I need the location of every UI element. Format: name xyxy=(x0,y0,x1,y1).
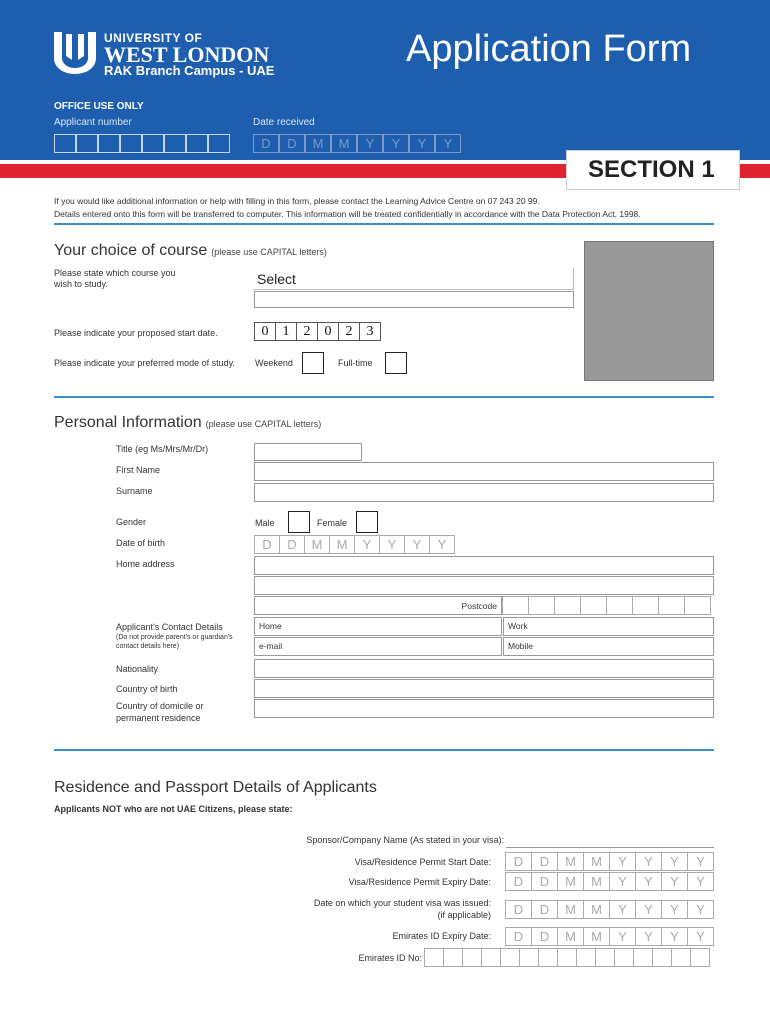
postcode-label: Postcode xyxy=(461,601,497,611)
id-cell[interactable] xyxy=(538,948,558,967)
emirates-expiry-cells[interactable] xyxy=(506,927,714,946)
applicant-number-cells[interactable] xyxy=(54,134,230,153)
date-cell[interactable]: D xyxy=(531,927,558,946)
email-label: e-mail xyxy=(259,641,283,651)
date-cell[interactable]: Y xyxy=(687,927,714,946)
address-line-3[interactable] xyxy=(254,596,502,615)
home-phone-field[interactable] xyxy=(254,617,502,636)
weekend-label: Weekend xyxy=(255,358,293,368)
visa-issued-label: Date on which your student visa was issued: xyxy=(313,898,491,908)
work-phone-field[interactable] xyxy=(503,617,714,636)
first-name-field[interactable] xyxy=(254,462,714,481)
country-domicile-label: Country of domicile or permanent residence xyxy=(116,701,204,723)
date-cell[interactable]: Y xyxy=(661,852,688,871)
date-cell[interactable]: M xyxy=(583,927,610,946)
divider xyxy=(54,223,714,225)
intro-line-2: Details entered onto this form will be transferred to computer. This information will be treated confidentially in accordance with the Data Protection Act, 1998. xyxy=(54,209,641,219)
date-cell[interactable]: Y xyxy=(635,900,662,919)
date-cell[interactable]: Y xyxy=(435,134,461,153)
form-title: Application Form xyxy=(406,28,692,70)
id-cell[interactable] xyxy=(500,948,520,967)
date-cell[interactable]: M xyxy=(329,535,355,554)
date-cell[interactable]: Y xyxy=(609,927,636,946)
contact-note: (Do not provide parent's or guardian's contact details here) xyxy=(116,634,233,650)
date-cell[interactable]: D xyxy=(505,872,532,891)
date-received-label: Date received xyxy=(253,117,315,128)
course-hint: (please use CAPITAL letters) xyxy=(211,247,327,257)
date-cell[interactable]: 2 xyxy=(338,322,360,341)
sponsor-field[interactable] xyxy=(506,830,714,848)
date-cell[interactable]: 2 xyxy=(296,322,318,341)
date-cell[interactable]: Y xyxy=(635,927,662,946)
visa-issued-cells[interactable] xyxy=(506,900,714,919)
course-select[interactable] xyxy=(254,268,574,290)
date-cell[interactable]: Y xyxy=(687,872,714,891)
digit-cell[interactable] xyxy=(98,134,120,153)
mobile-field[interactable] xyxy=(503,637,714,656)
male-label: Male xyxy=(255,518,275,528)
id-cell[interactable] xyxy=(462,948,482,967)
section-title: SECTION 1 xyxy=(588,156,715,183)
address-line-1[interactable] xyxy=(254,556,714,575)
digit-cell[interactable] xyxy=(54,134,76,153)
digit-cell[interactable] xyxy=(208,134,230,153)
surname-label: Surname xyxy=(116,486,153,496)
date-cell[interactable]: D xyxy=(505,900,532,919)
country-domicile-field[interactable] xyxy=(254,699,714,718)
logo-campus: RAK Branch Campus - UAE xyxy=(104,63,275,78)
logo-university-of: UNIVERSITY OF xyxy=(104,31,203,45)
visa-start-cells[interactable] xyxy=(506,852,714,871)
date-cell[interactable]: Y xyxy=(687,900,714,919)
intro-line-1: If you would like additional information or help with filling in this form, please contact the Learning Advice Centre on 07 243 20 99. xyxy=(54,196,540,206)
date-cell[interactable]: Y xyxy=(687,852,714,871)
date-cell[interactable]: M xyxy=(557,852,584,871)
gender-label: Gender xyxy=(116,517,147,527)
surname-field[interactable] xyxy=(254,483,714,502)
home-phone-label: Home xyxy=(259,621,282,631)
visa-expiry-label: Visa/Residence Permit Expiry Date: xyxy=(348,877,491,887)
digit-cell[interactable] xyxy=(120,134,142,153)
female-checkbox[interactable] xyxy=(356,511,378,533)
id-cell[interactable] xyxy=(690,948,710,967)
date-cell[interactable]: Y xyxy=(429,535,455,554)
title-label: Title (eg Ms/Mrs/Mr/Dr) xyxy=(116,444,209,454)
office-use-label: OFFICE USE ONLY xyxy=(54,101,144,112)
date-cell[interactable]: D xyxy=(253,134,279,153)
date-cell[interactable]: M xyxy=(557,900,584,919)
residence-heading: Residence and Passport Details of Applicants xyxy=(54,779,377,796)
residence-subheading: Applicants NOT who are not UAE Citizens, please state: xyxy=(54,804,293,814)
date-cell[interactable]: 1 xyxy=(275,322,297,341)
visa-expiry-cells[interactable] xyxy=(506,872,714,891)
date-cell[interactable]: 0 xyxy=(317,322,339,341)
postcode-cell[interactable] xyxy=(658,596,685,615)
id-cell[interactable] xyxy=(576,948,596,967)
divider xyxy=(54,749,714,751)
date-cell[interactable]: D xyxy=(279,535,305,554)
emirates-no-label: Emirates ID No: xyxy=(358,953,422,963)
digit-cell[interactable] xyxy=(76,134,98,153)
photo-box xyxy=(584,241,714,381)
date-cell[interactable]: D xyxy=(531,852,558,871)
date-received-cells[interactable] xyxy=(253,134,461,153)
digit-cell[interactable] xyxy=(164,134,186,153)
course-heading xyxy=(54,242,327,260)
id-cell[interactable] xyxy=(595,948,615,967)
personal-heading-text: Personal Information xyxy=(54,414,202,431)
id-cell[interactable] xyxy=(614,948,634,967)
visa-issued-note: (if applicable) xyxy=(437,910,491,920)
visa-start-label: Visa/Residence Permit Start Date: xyxy=(354,857,491,867)
date-cell[interactable]: 0 xyxy=(254,322,276,341)
date-cell[interactable]: Y xyxy=(357,134,383,153)
date-cell[interactable]: M xyxy=(583,872,610,891)
title-field[interactable] xyxy=(254,443,362,461)
id-cell[interactable] xyxy=(424,948,444,967)
contact-label: Applicant's Contact Details xyxy=(116,622,223,632)
work-phone-label: Work xyxy=(508,621,528,631)
date-cell[interactable]: M xyxy=(557,872,584,891)
course-select-value: Select xyxy=(257,271,296,287)
emirates-no-cells[interactable] xyxy=(425,948,710,967)
divider xyxy=(54,396,714,398)
date-cell[interactable]: M xyxy=(305,134,331,153)
personal-heading xyxy=(54,414,321,432)
postcode-cell[interactable] xyxy=(580,596,607,615)
date-cell[interactable]: M xyxy=(583,900,610,919)
date-cell[interactable]: Y xyxy=(635,852,662,871)
date-cell[interactable]: D xyxy=(505,852,532,871)
mobile-label: Mobile xyxy=(508,641,534,651)
female-label: Female xyxy=(317,518,348,528)
fulltime-checkbox[interactable] xyxy=(385,352,407,374)
id-cell[interactable] xyxy=(481,948,501,967)
date-cell[interactable]: D xyxy=(505,927,532,946)
date-cell[interactable]: Y xyxy=(635,872,662,891)
weekend-checkbox[interactable] xyxy=(302,352,324,374)
first-name-label: First Name xyxy=(116,465,161,475)
postcode-cell[interactable] xyxy=(632,596,659,615)
header-banner xyxy=(0,0,770,160)
id-cell[interactable] xyxy=(652,948,672,967)
date-cell[interactable]: Y xyxy=(379,535,405,554)
course-heading-text: Your choice of course xyxy=(54,242,208,259)
id-cell[interactable] xyxy=(443,948,463,967)
home-address-label: Home address xyxy=(116,559,175,569)
id-cell[interactable] xyxy=(519,948,539,967)
nationality-field[interactable] xyxy=(254,659,714,678)
date-cell[interactable]: Y xyxy=(609,900,636,919)
digit-cell[interactable] xyxy=(142,134,164,153)
logo-west-london: WEST LONDON xyxy=(104,42,270,67)
digit-cell[interactable] xyxy=(186,134,208,153)
date-cell[interactable]: Y xyxy=(609,852,636,871)
id-cell[interactable] xyxy=(671,948,691,967)
dob-cells[interactable] xyxy=(255,535,455,554)
fulltime-label: Full-time xyxy=(338,358,373,368)
date-cell[interactable]: Y xyxy=(609,872,636,891)
sponsor-label: Sponsor/Company Name (As stated in your visa): xyxy=(306,835,504,845)
address-line-2[interactable] xyxy=(254,576,714,595)
postcode-cell[interactable] xyxy=(528,596,555,615)
course-label: Please state which course you wish to study. xyxy=(54,268,176,289)
date-cell[interactable]: Y xyxy=(661,872,688,891)
applicant-number-label: Applicant number xyxy=(54,117,132,128)
postcode-cell[interactable] xyxy=(684,596,711,615)
date-cell[interactable]: D xyxy=(531,872,558,891)
date-cell[interactable]: 3 xyxy=(359,322,381,341)
date-cell[interactable]: Y xyxy=(409,134,435,153)
start-date-label: Please indicate your proposed start date. xyxy=(54,328,218,338)
date-cell[interactable]: Y xyxy=(661,900,688,919)
university-logo-icon xyxy=(52,30,98,74)
id-cell[interactable] xyxy=(633,948,653,967)
postcode-cell[interactable] xyxy=(606,596,633,615)
date-cell[interactable]: M xyxy=(583,852,610,871)
date-cell[interactable]: D xyxy=(279,134,305,153)
date-cell[interactable]: M xyxy=(304,535,330,554)
emirates-expiry-label: Emirates ID Expiry Date: xyxy=(392,931,491,941)
personal-hint: (please use CAPITAL letters) xyxy=(205,419,322,429)
dob-label: Date of birth xyxy=(116,538,166,548)
mode-label: Please indicate your preferred mode of study. xyxy=(54,358,235,368)
nationality-label: Nationality xyxy=(116,664,159,674)
country-birth-label: Country of birth xyxy=(116,684,178,694)
start-date-cells[interactable] xyxy=(255,322,381,341)
postcode-cell[interactable] xyxy=(554,596,581,615)
date-cell[interactable]: M xyxy=(557,927,584,946)
date-cell[interactable]: Y xyxy=(354,535,380,554)
postcode-cells[interactable] xyxy=(503,596,711,615)
postcode-cell[interactable] xyxy=(502,596,529,615)
id-cell[interactable] xyxy=(557,948,577,967)
male-checkbox[interactable] xyxy=(288,511,310,533)
email-field[interactable] xyxy=(254,637,502,656)
date-cell[interactable]: Y xyxy=(404,535,430,554)
course-name-field[interactable] xyxy=(254,291,574,308)
date-cell[interactable]: D xyxy=(254,535,280,554)
date-cell[interactable]: Y xyxy=(383,134,409,153)
date-cell[interactable]: D xyxy=(531,900,558,919)
date-cell[interactable]: Y xyxy=(661,927,688,946)
country-birth-field[interactable] xyxy=(254,679,714,698)
date-cell[interactable]: M xyxy=(331,134,357,153)
